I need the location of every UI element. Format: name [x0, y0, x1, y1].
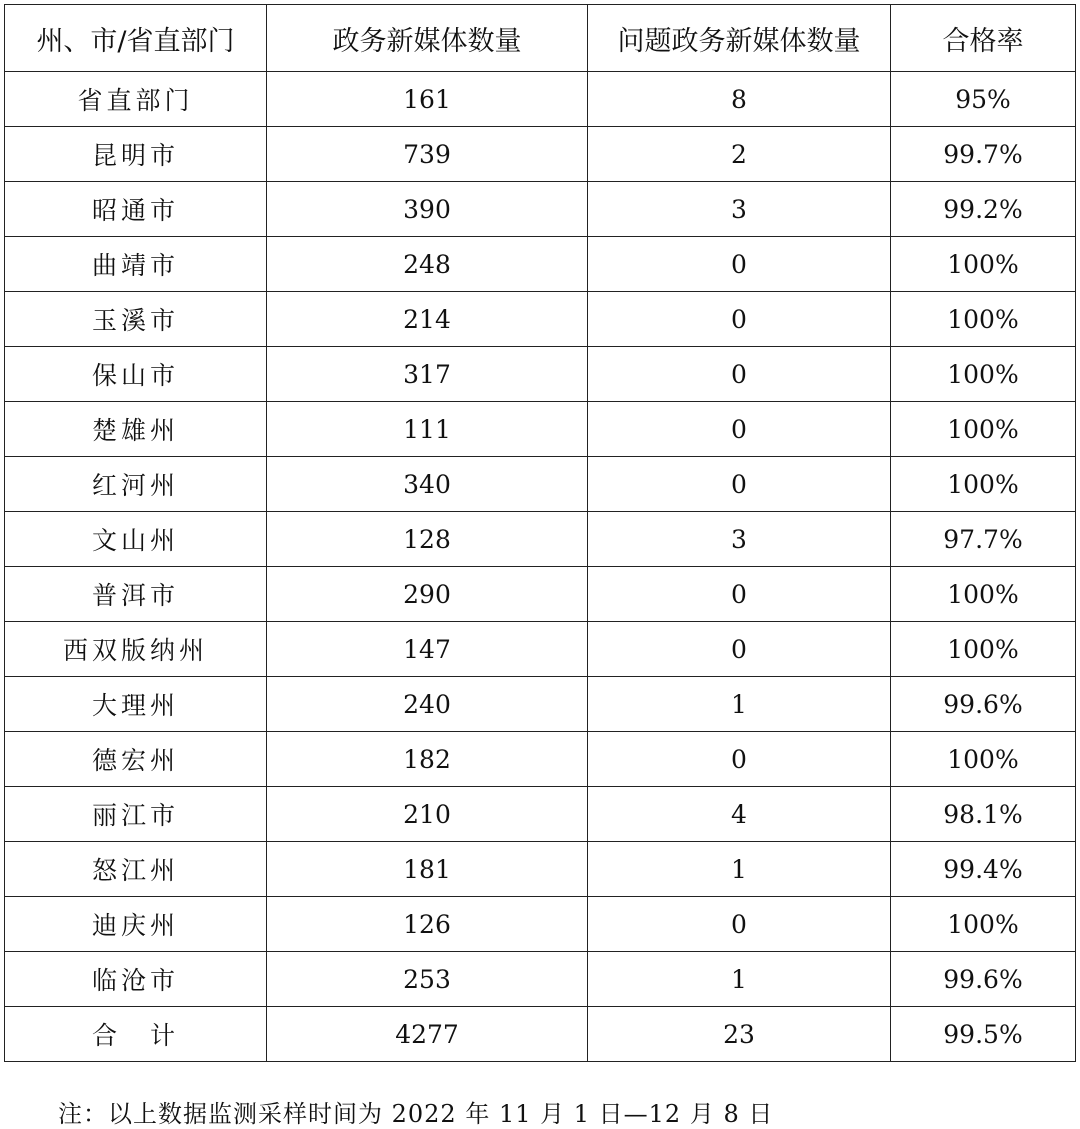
cell-problem-count: 3: [588, 512, 891, 567]
cell-problem-count: 2: [588, 127, 891, 182]
cell-pass-rate: 100%: [891, 457, 1076, 512]
cell-pass-rate: 97.7%: [891, 512, 1076, 567]
cell-problem-count: 0: [588, 347, 891, 402]
cell-region: 合 计: [5, 1007, 267, 1062]
cell-media-count: 126: [267, 897, 588, 952]
table-row: [5, 842, 1076, 897]
cell-pass-rate: 100%: [891, 292, 1076, 347]
table-row: [5, 402, 1076, 457]
cell-media-count: 181: [267, 842, 588, 897]
cell-media-count: 248: [267, 237, 588, 292]
table-row: [5, 567, 1076, 622]
cell-media-count: 290: [267, 567, 588, 622]
cell-region: 昆明市: [5, 127, 267, 182]
cell-problem-count: 0: [588, 292, 891, 347]
cell-pass-rate: 100%: [891, 402, 1076, 457]
table-row: [5, 732, 1076, 787]
cell-pass-rate: 95%: [891, 72, 1076, 127]
table-row: [5, 347, 1076, 402]
cell-problem-count: 23: [588, 1007, 891, 1062]
cell-problem-count: 1: [588, 677, 891, 732]
cell-problem-count: 0: [588, 237, 891, 292]
table-row: [5, 182, 1076, 237]
cell-problem-count: 0: [588, 567, 891, 622]
cell-region: 玉溪市: [5, 292, 267, 347]
cell-region: 怒江州: [5, 842, 267, 897]
cell-pass-rate: 100%: [891, 732, 1076, 787]
header-problem-count: 问题政务新媒体数量: [588, 5, 891, 72]
cell-region: 丽江市: [5, 787, 267, 842]
cell-region: 保山市: [5, 347, 267, 402]
cell-region: 迪庆州: [5, 897, 267, 952]
cell-problem-count: 1: [588, 842, 891, 897]
cell-media-count: 128: [267, 512, 588, 567]
table-body: [5, 72, 1076, 1062]
table-row: [5, 512, 1076, 567]
cell-region: 德宏州: [5, 732, 267, 787]
cell-pass-rate: 99.5%: [891, 1007, 1076, 1062]
cell-problem-count: 8: [588, 72, 891, 127]
cell-media-count: 214: [267, 292, 588, 347]
cell-region: 西双版纳州: [5, 622, 267, 677]
table-row: [5, 127, 1076, 182]
cell-region: 临沧市: [5, 952, 267, 1007]
cell-pass-rate: 100%: [891, 237, 1076, 292]
table-row: [5, 897, 1076, 952]
cell-media-count: 253: [267, 952, 588, 1007]
cell-problem-count: 4: [588, 787, 891, 842]
cell-problem-count: 0: [588, 622, 891, 677]
cell-pass-rate: 98.1%: [891, 787, 1076, 842]
cell-problem-count: 0: [588, 897, 891, 952]
cell-pass-rate: 99.7%: [891, 127, 1076, 182]
cell-problem-count: 0: [588, 402, 891, 457]
cell-media-count: 340: [267, 457, 588, 512]
cell-region: 红河州: [5, 457, 267, 512]
table-header-row: [5, 5, 1076, 72]
cell-media-count: 182: [267, 732, 588, 787]
new-media-stats-table: [4, 4, 1076, 1062]
cell-pass-rate: 99.6%: [891, 677, 1076, 732]
cell-problem-count: 0: [588, 457, 891, 512]
table-row: [5, 237, 1076, 292]
cell-pass-rate: 99.2%: [891, 182, 1076, 237]
cell-region: 文山州: [5, 512, 267, 567]
cell-region: 普洱市: [5, 567, 267, 622]
header-region: 州、市/省直部门: [5, 5, 267, 72]
table-row: [5, 1007, 1076, 1062]
cell-pass-rate: 100%: [891, 622, 1076, 677]
cell-pass-rate: 100%: [891, 567, 1076, 622]
table-row: [5, 677, 1076, 732]
footnote: 注：以上数据监测采样时间为 2022 年 11 月 1 日—12 月 8 日: [58, 1100, 774, 1128]
cell-media-count: 240: [267, 677, 588, 732]
table-row: [5, 292, 1076, 347]
cell-media-count: 111: [267, 402, 588, 457]
cell-media-count: 739: [267, 127, 588, 182]
cell-region: 曲靖市: [5, 237, 267, 292]
cell-pass-rate: 99.6%: [891, 952, 1076, 1007]
cell-region: 楚雄州: [5, 402, 267, 457]
cell-media-count: 4277: [267, 1007, 588, 1062]
cell-media-count: 210: [267, 787, 588, 842]
table-row: [5, 457, 1076, 512]
cell-pass-rate: 99.4%: [891, 842, 1076, 897]
cell-region: 大理州: [5, 677, 267, 732]
cell-pass-rate: 100%: [891, 897, 1076, 952]
cell-media-count: 161: [267, 72, 588, 127]
table-row: [5, 622, 1076, 677]
cell-problem-count: 0: [588, 732, 891, 787]
cell-problem-count: 1: [588, 952, 891, 1007]
data-table-container: [4, 4, 1075, 1062]
cell-media-count: 147: [267, 622, 588, 677]
cell-region: 昭通市: [5, 182, 267, 237]
table-row: [5, 952, 1076, 1007]
cell-pass-rate: 100%: [891, 347, 1076, 402]
cell-region: 省直部门: [5, 72, 267, 127]
header-pass-rate: 合格率: [891, 5, 1076, 72]
cell-media-count: 317: [267, 347, 588, 402]
cell-media-count: 390: [267, 182, 588, 237]
header-media-count: 政务新媒体数量: [267, 5, 588, 72]
cell-problem-count: 3: [588, 182, 891, 237]
table-row: [5, 72, 1076, 127]
table-row: [5, 787, 1076, 842]
